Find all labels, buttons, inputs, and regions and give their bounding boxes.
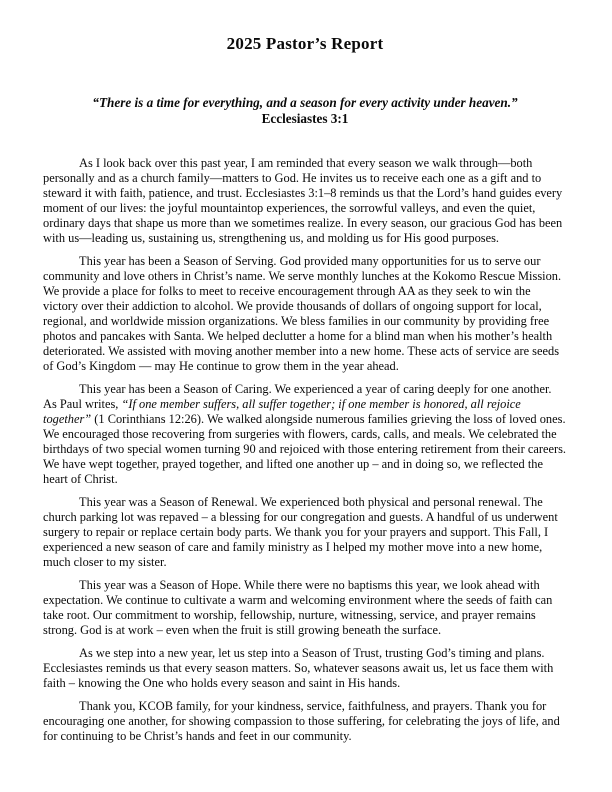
paragraph-text: This year was a Season of Renewal. We experienced both physical and personal renewal. The church parking lot was repaved – a blessing for our congregation and guests. A handful of us underwent surgery to repair or replace certain body parts. We thank you for your prayers and support. This Fall, I experienced a new season of care and family ministry as I helped my mother move into a new home, much closer to my sister.: [43, 495, 558, 569]
paragraph-season-of-serving: [43, 254, 567, 374]
paragraph-season-of-hope: [43, 578, 567, 638]
paragraph-text: This year has been a Season of Serving. God provided many opportunities for us to serve our community and love others in Christ’s name. We serve monthly lunches at the Kokomo Rescue Mission. We provide a place for folks to meet to receive encouragement through AA as they seek to win the victory over their addiction to alcohol. We provide thousands of dollars of ongoing support for local, regional, and worldwide mission organizations. We bless families in our community by providing free photos and pancakes with Santa. We helped declutter a home for a blind man when his mother’s health deteriorated. We assisted with moving another member into a new home. These acts of service are seeds of God’s Kingdom — may He continue to grow them in the year ahead.: [43, 254, 562, 373]
paragraph-text: Thank you, KCOB family, for your kindness, service, faithfulness, and prayers. Thank you for encouraging one another, for showing compassion to those suffering, for celebrating the joys of life, and for continuing to be Christ’s hands and feet in our community.: [43, 699, 560, 743]
epigraph-reference: Ecclesiastes 3:1: [261, 110, 349, 126]
paragraph-season-of-caring: [43, 382, 567, 487]
paragraph-intro-seasons: [43, 156, 567, 246]
paragraph-text: This year was a Season of Hope. While there were no baptisms this year, we look ahead with expectation. We continue to cultivate a warm and welcoming environment where the seeds of faith can take root. Our commitment to worship, fellowship, nurture, witnessing, service, and prayer remains strong. God is at work – even when the fruit is still growing beneath the surface.: [43, 578, 553, 637]
scripture-quote-italic: “If one member suffers, all suffer together; if one member is honored, all rejoice together”: [43, 397, 521, 426]
paragraph-season-of-trust: [43, 646, 567, 691]
paragraph-thank-you: [43, 699, 567, 744]
epigraph-quote: “There is a time for everything, and a season for every activity under heaven.”: [92, 95, 518, 110]
paragraph-text: This year has been a Season of Caring. We experienced a year of caring deeply for one another. As Paul writes,: [43, 382, 552, 411]
report-body: [43, 156, 567, 744]
paragraph-season-of-renewal: [43, 495, 567, 570]
document-title: 2025 Pastor’s Report: [226, 34, 384, 53]
paragraph-text: (1 Corinthians 12:26). We walked alongside numerous families grieving the loss of loved ones. We encouraged those recovering from surgeries with flowers, cards, calls, and meals. We celebrated the birthdays of two special women turning 90 and rejoiced with those entering retirement from their careers. We have wept together, prayed together, and lifted one another up – and in doing so, we reflected the heart of Christ.: [43, 412, 566, 486]
epigraph: [43, 95, 567, 126]
paragraph-text: As I look back over this past year, I am reminded that every season we walk through—both personally and as a church family—matters to God. He invites us to receive each one as a gift and to steward it with faith, patience, and trust. Ecclesiastes 3:1–8 reminds us that the Lord’s hand guides every moment of our lives: the joyful mountaintop experiences, the sorrowful valleys, and even the quiet, ordinary days that shape us more than we sometimes realize. In every season, our gracious God has been with us—leading us, sustaining us, strengthening us, and molding us for His good purposes.: [43, 156, 563, 245]
paragraph-text: As we step into a new year, let us step into a Season of Trust, trusting God’s timing and plans. Ecclesiastes reminds us that every season matters. So, whatever seasons await us, let us face them with faith – knowing the One who holds every season and saint in His hands.: [43, 646, 554, 690]
